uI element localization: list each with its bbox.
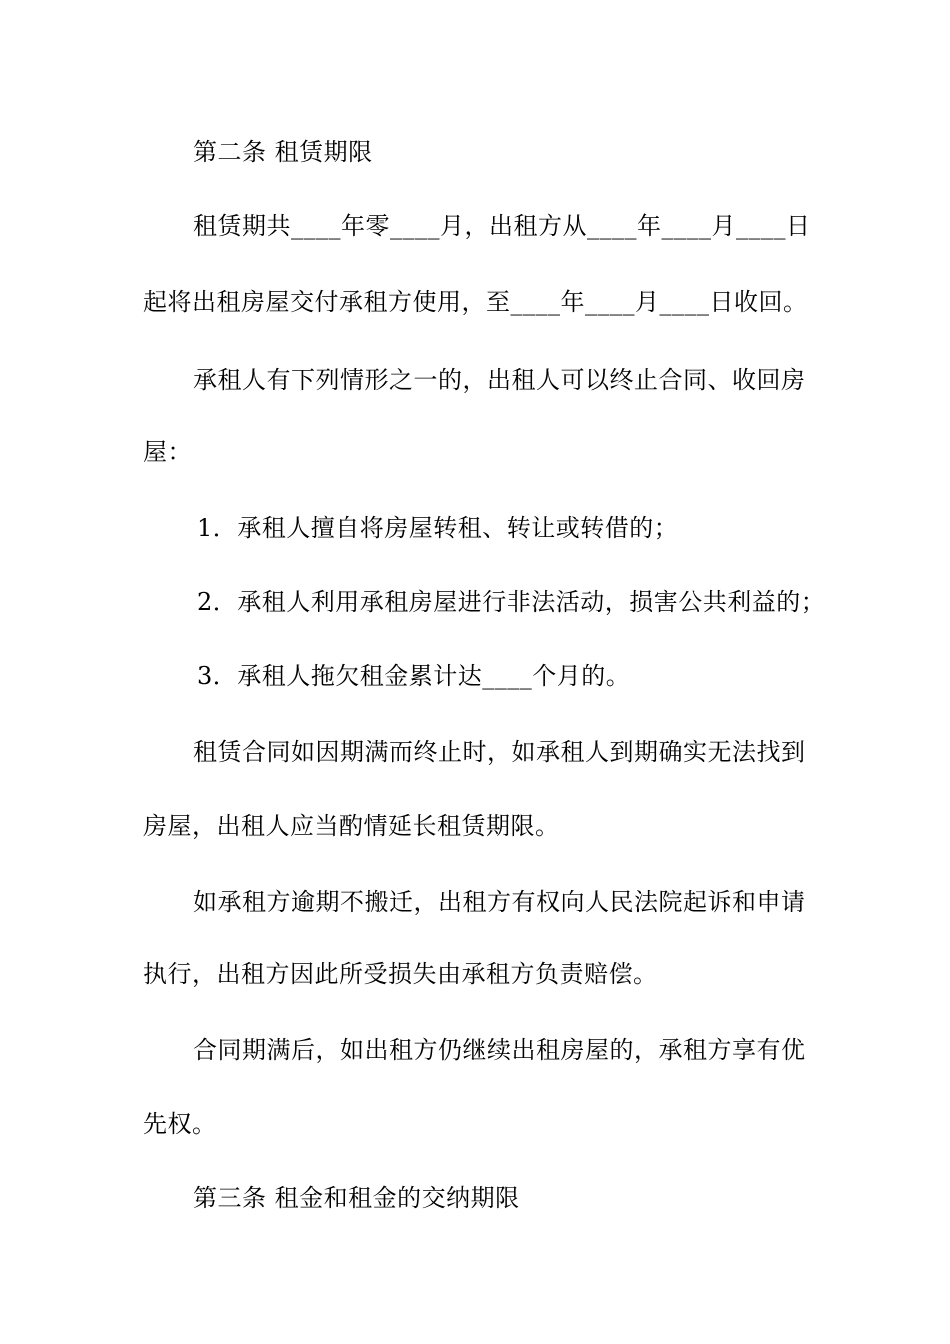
paragraph-line: 承租人有下列情形之一的，出租人可以终止合同、收回房	[193, 366, 806, 394]
list-item: 3．承租人拖欠租金累计达____个月的。	[197, 662, 631, 690]
section-heading-article-3: 第三条 租金和租金的交纳期限	[193, 1184, 520, 1212]
paragraph-line: 租赁期共____年零____月，出租方从____年____月____日	[193, 212, 811, 240]
paragraph-line: 如承租方逾期不搬迁，出租方有权向人民法院起诉和申请	[193, 888, 806, 916]
paragraph-line: 起将出租房屋交付承租方使用，至____年____月____日收回。	[143, 288, 808, 316]
section-heading-article-2: 第二条 租赁期限	[193, 138, 373, 166]
list-item: 1．承租人擅自将房屋转租、转让或转借的；	[197, 514, 679, 542]
paragraph-line: 房屋，出租人应当酌情延长租赁期限。	[143, 812, 560, 840]
paragraph-line: 先权。	[143, 1110, 217, 1138]
list-item: 2．承租人利用承租房屋进行非法活动，损害公共利益的；	[197, 588, 826, 616]
paragraph-line: 租赁合同如因期满而终止时，如承租人到期确实无法找到	[193, 738, 806, 766]
paragraph-line: 屋：	[143, 438, 192, 466]
paragraph-line: 合同期满后，如出租方仍继续出租房屋的，承租方享有优	[193, 1036, 806, 1064]
paragraph-line: 执行，出租方因此所受损失由承租方负责赔偿。	[143, 960, 658, 988]
